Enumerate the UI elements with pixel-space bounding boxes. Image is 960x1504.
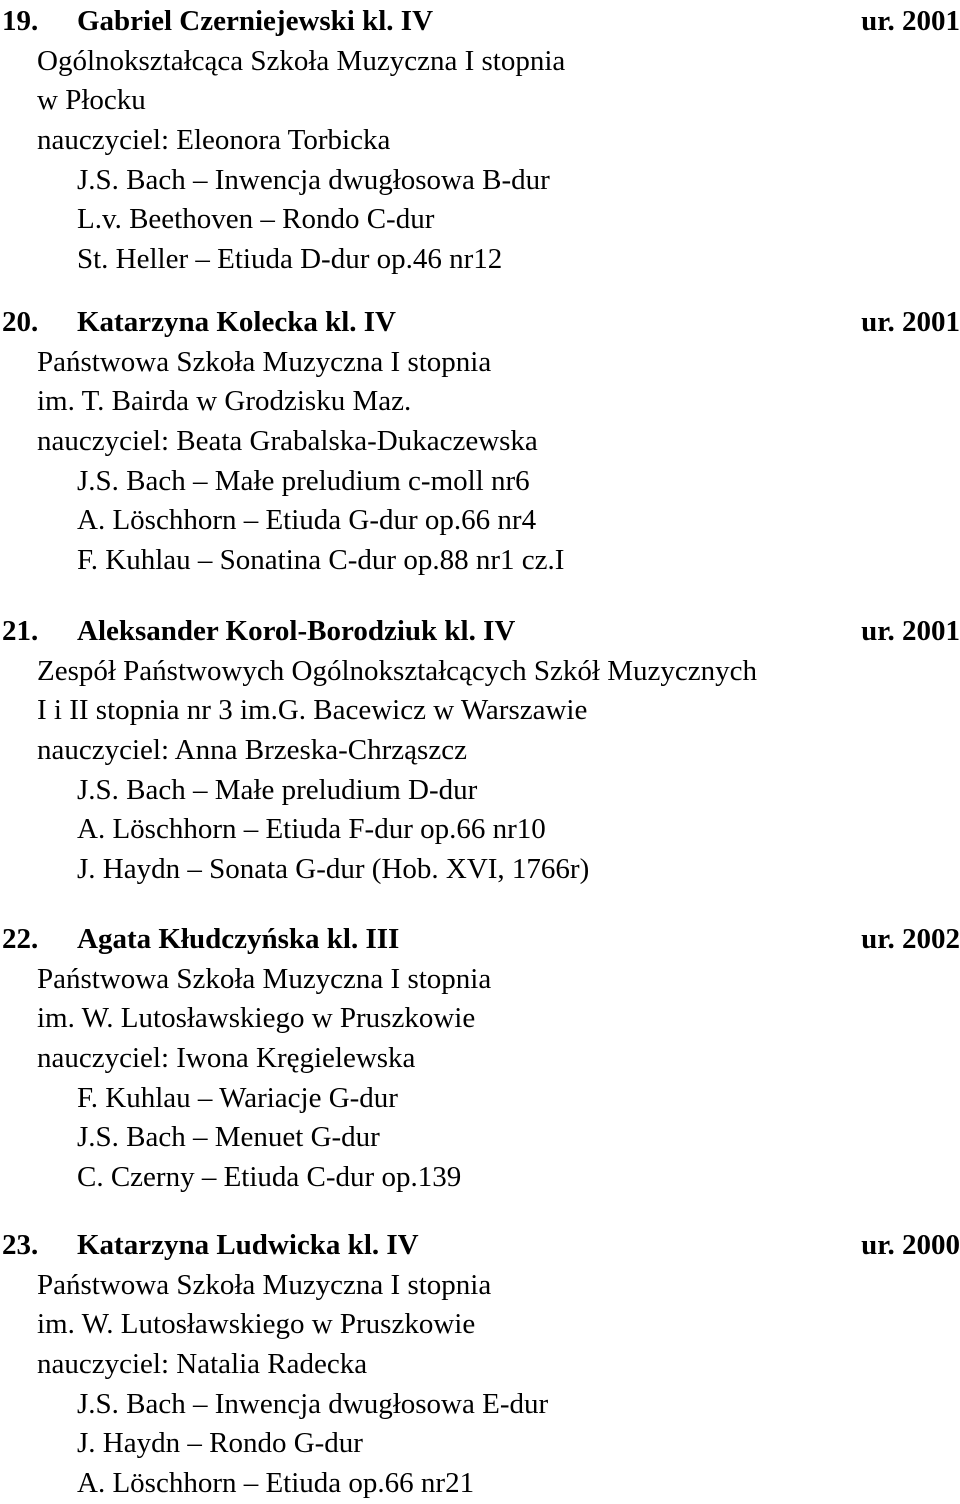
school-line: Ogólnokształcąca Szkoła Muzyczna I stopnia <box>37 44 566 77</box>
entry-header <box>0 920 960 960</box>
piece-line: A. Löschhorn – Etiuda F-dur op.66 nr10 <box>77 813 546 846</box>
school-line: Państwowa Szkoła Muzyczna I stopnia <box>37 962 492 995</box>
school-line: im. W. Lutosławskiego w Pruszkowie <box>37 1308 476 1341</box>
entry-number: 22. <box>2 923 39 955</box>
teacher-line: nauczyciel: Eleonora Torbicka <box>37 124 391 157</box>
school-line: im. T. Bairda w Grodzisku Maz. <box>37 385 412 418</box>
entry-header <box>0 303 960 343</box>
birth-year: ur. 2001 <box>861 5 960 37</box>
student-name: Katarzyna Ludwicka kl. IV <box>77 1229 419 1261</box>
piece-line: J.S. Bach – Menuet G-dur <box>77 1121 380 1154</box>
entry-header <box>0 2 960 42</box>
school-line: im. W. Lutosławskiego w Pruszkowie <box>37 1002 476 1035</box>
school-line: Państwowa Szkoła Muzyczna I stopnia <box>37 345 492 378</box>
piece-line: J. Haydn – Sonata G-dur (Hob. XVI, 1766r) <box>77 853 590 886</box>
entry-19 <box>0 2 960 280</box>
entry-21 <box>0 612 960 890</box>
entry-number: 20. <box>2 306 39 338</box>
teacher-line: nauczyciel: Beata Grabalska-Dukaczewska <box>37 425 538 458</box>
piece-line: L.v. Beethoven – Rondo C-dur <box>77 203 435 236</box>
piece-line: J.S. Bach – Inwencja dwugłosowa E-dur <box>77 1387 549 1420</box>
piece-line: F. Kuhlau – Wariacje G-dur <box>77 1081 398 1114</box>
piece-line: F. Kuhlau – Sonatina C-dur op.88 nr1 cz.I <box>77 544 565 577</box>
birth-year: ur. 2001 <box>861 615 960 647</box>
entry-header <box>0 612 960 652</box>
school-line: w Płocku <box>37 84 146 117</box>
birth-year: ur. 2000 <box>861 1229 960 1261</box>
school-line: Zespół Państwowych Ogólnokształcących Szkół Muzycznych <box>37 654 757 687</box>
birth-year: ur. 2001 <box>861 306 960 338</box>
entry-22 <box>0 920 960 1198</box>
student-name: Gabriel Czerniejewski kl. IV <box>77 5 434 37</box>
piece-line: J.S. Bach – Małe preludium D-dur <box>77 773 478 806</box>
teacher-line: nauczyciel: Anna Brzeska-Chrząszcz <box>37 734 467 767</box>
entry-20 <box>0 303 960 581</box>
entry-number: 21. <box>2 615 39 647</box>
student-name: Katarzyna Kolecka kl. IV <box>77 306 396 338</box>
student-name: Aleksander Korol-Borodziuk kl. IV <box>77 615 516 647</box>
teacher-line: nauczyciel: Natalia Radecka <box>37 1348 368 1381</box>
birth-year: ur. 2002 <box>861 923 960 955</box>
piece-line: St. Heller – Etiuda D-dur op.46 nr12 <box>77 243 503 276</box>
piece-line: J.S. Bach – Inwencja dwugłosowa B-dur <box>77 163 550 196</box>
piece-line: A. Löschhorn – Etiuda op.66 nr21 <box>77 1467 475 1500</box>
teacher-line: nauczyciel: Iwona Kręgielewska <box>37 1042 416 1075</box>
piece-line: J. Haydn – Rondo G-dur <box>77 1427 363 1460</box>
entry-number: 19. <box>2 5 39 37</box>
entry-header <box>0 1226 960 1266</box>
school-line: I i II stopnia nr 3 im.G. Bacewicz w Warszawie <box>37 694 588 727</box>
entry-number: 23. <box>2 1229 39 1261</box>
school-line: Państwowa Szkoła Muzyczna I stopnia <box>37 1268 492 1301</box>
piece-line: A. Löschhorn – Etiuda G-dur op.66 nr4 <box>77 504 537 537</box>
piece-line: C. Czerny – Etiuda C-dur op.139 <box>77 1161 462 1194</box>
entry-23 <box>0 1226 960 1504</box>
student-name: Agata Kłudczyńska kl. III <box>77 923 400 955</box>
piece-line: J.S. Bach – Małe preludium c-moll nr6 <box>77 464 530 497</box>
